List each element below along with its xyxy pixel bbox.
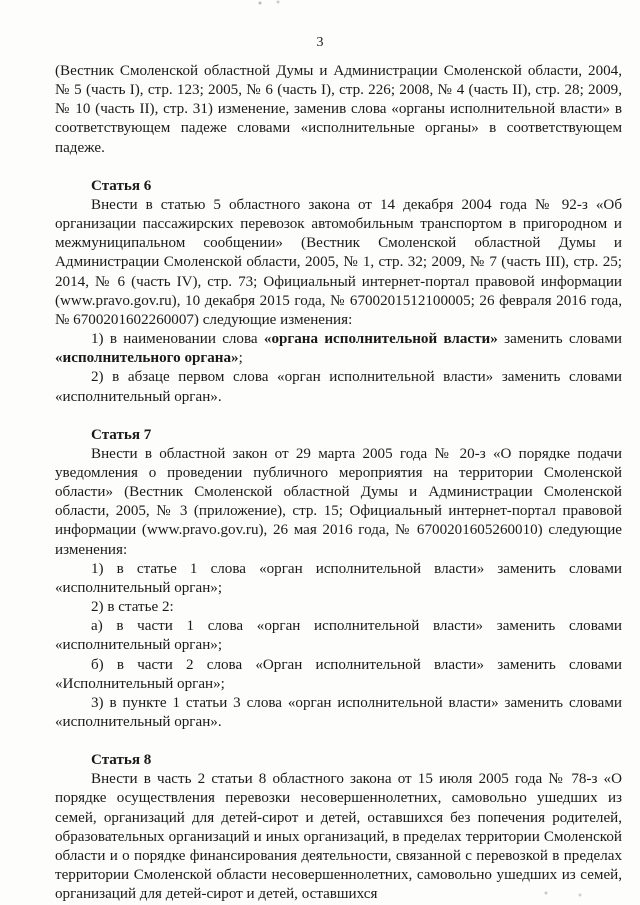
text-run: ; [238,350,243,367]
text-run: 1) в наименовании слова [91,331,264,348]
article-7-item-1: 1) в статье 1 слова «орган исполнительной власти» заменить словами «исполнительный орган»; [55,560,622,596]
article-6-body: Внести в статью 5 областного закона от 14 декабря 2004 года № 92-з «Об организации пассажирских перевозок автомобильным транспортом в пригородном и межмуниципальном сообщении» (Вестник Смоленской областной Думы и Администрации Смоленской области, 2005, № 1, стр. 32; 2009, № 7 (часть III), стр. 25; 2014, № 6 (часть IV), стр. 73; Официальный интернет-портал правовой информации (www.pravo.gov.ru), 10 декабря 2015 года, № 6700201512100005; 26 февраля 2016 года, № 6700201602260007) следующие изменения: [55,196,622,328]
article-8-body: Внести в часть 2 статьи 8 областного закона от 15 июля 2005 года № 78-з «О порядке осуществления перевозки несовершеннолетних, самовольно ушедших из семей, организаций для детей-сирот и детей, оставшихся без попечения родителей, образовательных организаций и иных организаций, в пределах территории Смоленской области и о порядке финансирования деятельности, связанной с перевозкой в пределах территории Смоленской области несовершеннолетних, самовольно ушедших из семей, организаций для детей-сирот и детей, оставшихся [55,771,622,903]
text-run: заменить словами [497,331,622,348]
document-body [55,62,622,904]
article-7-item-2b: б) в части 2 слова «Орган исполнительной власти» заменить словами «Исполнительный орган»; [55,656,622,692]
article-6-heading: Статья 6 [91,177,152,194]
article-7-body: Внести в областной закон от 29 марта 2005 года № 20-з «О порядке подачи уведомления о проведении публичного мероприятия на территории Смоленской области» (Вестник Смоленской областной Думы и Администрации Смоленской области, 2005, № 3 (приложение), стр. 15; Официальный интернет-портал правовой информации (www.pravo.gov.ru), 26 мая 2016 года, № 6700201605260010) следующие изменения: [55,445,622,558]
article-7-item-2a: а) в части 1 слова «орган исполнительной власти» заменить словами «исполнительный орган»; [55,618,622,654]
article-8-heading: Статья 8 [91,752,152,769]
article-7-heading: Статья 7 [91,426,152,443]
scan-artifact [540,889,600,899]
scan-artifact [250,0,290,6]
text-run-bold: «исполнительного органа» [55,350,239,367]
article-6-item-1 [55,330,622,368]
article-7-item-3: 3) в пункте 1 статьи 3 слова «орган исполнительной власти» заменить словами «исполнительный орган». [55,694,622,730]
page-number: 3 [316,35,324,50]
text-run-bold: «органа исполнительной власти» [263,331,498,348]
article-7-item-2: 2) в статье 2: [91,599,174,616]
intro-paragraph: (Вестник Смоленской областной Думы и Администрации Смоленской области, 2004, № 5 (часть I), стр. 123; 2005, № 6 (часть I), стр. 226; 2008, № 4 (часть II), стр. 28; 2009, № 10 (часть II), стр. 31) изменение, заменив слова «органы исполнительной власти» в соответствующем падеже словами «исполнительные органы» в соответствующем падеже. [55,63,622,156]
article-6-item-2: 2) в абзаце первом слова «орган исполнительной власти» заменить словами «исполнительный орган». [55,369,622,405]
